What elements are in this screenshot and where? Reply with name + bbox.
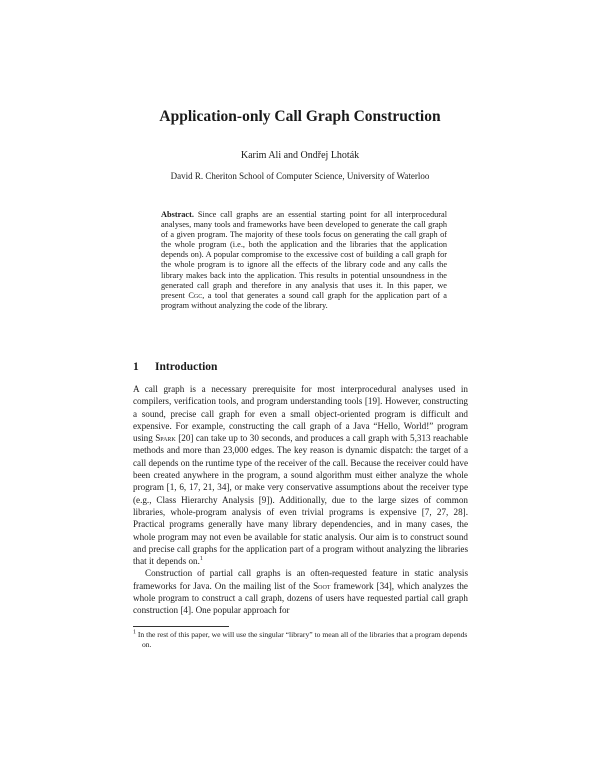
section-number: 1	[133, 361, 139, 373]
footnote-mark: 1	[133, 629, 136, 636]
footnote	[133, 630, 468, 650]
footnote-ref[interactable]: 1	[199, 556, 203, 563]
footnote-divider	[133, 626, 229, 627]
paragraph-1-text-part-2: [20] can take up to 30 seconds, and produces a call graph with 5,313 reachable methods and more than 23,000 edges. The key reason is dynamic dispatch: the target of a call depends on the runtime type of the receiver of the call. Because the receiver could have been created anywhere in the program, a sound algorithm must either analyze the whole program [1, 6, 17, 21, 34], or make very conservative assumptions about the receiver type (e.g., Class Hierarchy Analysis [9]). Additionally, due to the large sizes of common libraries, whole-program analysis of even trivial programs is expensive [7, 27, 28]. Practical programs generally have many library dependencies, and in many cases, the whole program may not even be available for static analysis. Our aim is to construct sound and precise call graphs for the application part of a program without analyzing the libraries that it depends on.	[133, 433, 468, 567]
paragraph-2-text-part-2: framework [34], which analyzes the whole program to construct a call graph, dozens of users have requested partial call graph construction [4]. One popular approach for	[133, 580, 468, 616]
paragraph-2	[133, 567, 468, 616]
author-list: Karim Ali and Ondřej Lhoták	[240, 150, 360, 161]
author-affiliation: David R. Cheriton School of Computer Science, University of Waterloo	[170, 171, 430, 181]
spark-name: Spark	[155, 433, 176, 444]
paragraph-1-text-part-1: A call graph is a necessary prerequisite for most interprocedural analyses used in compilers, verification tools, and program understanding tools [19]. However, constructing a sound, precise call graph for even a small object-oriented program is difficult and expensive. For example, constructing the call graph of a Java “Hello, World!” program using	[133, 384, 468, 444]
soot-name: Soot	[313, 580, 331, 591]
paper-title: Application-only Call Graph Construction	[159, 108, 441, 125]
section-title: Introduction	[155, 361, 218, 373]
tool-name-cgc: Cgc	[188, 290, 203, 300]
body-text	[133, 383, 468, 617]
abstract-text-part-1: Since call graphs are an essential starting point for all interprocedural analyses, many tools and frameworks have been developed to generate the call graph of a given program. The majority of these tools focus on generating the call graph of the whole program (i.e., both the application and the libraries that the application depends on). A popular compromise to the excessive cost of building a call graph for the whole program is to ignore all the effects of the library code and any calls the library makes back into the application. This results in potential unsoundness in the generated call graph and therefore in any analysis that uses it. In this paper, we present	[161, 210, 447, 300]
section-heading	[133, 361, 217, 373]
abstract-label: Abstract.	[161, 210, 194, 219]
paragraph-2-text-part-1: Construction of partial call graphs is an often-requested feature in static analysis frameworks for Java. On the mailing list of the	[133, 568, 468, 591]
paragraph-1	[133, 383, 468, 567]
abstract-text-part-2: , a tool that generates a sound call graph for the application part of a program without analyzing the code of the library.	[161, 290, 447, 310]
footnote-text: In the rest of this paper, we will use the singular “library” to mean all of the libraries that a program depends on.	[136, 630, 468, 649]
abstract	[161, 210, 447, 311]
